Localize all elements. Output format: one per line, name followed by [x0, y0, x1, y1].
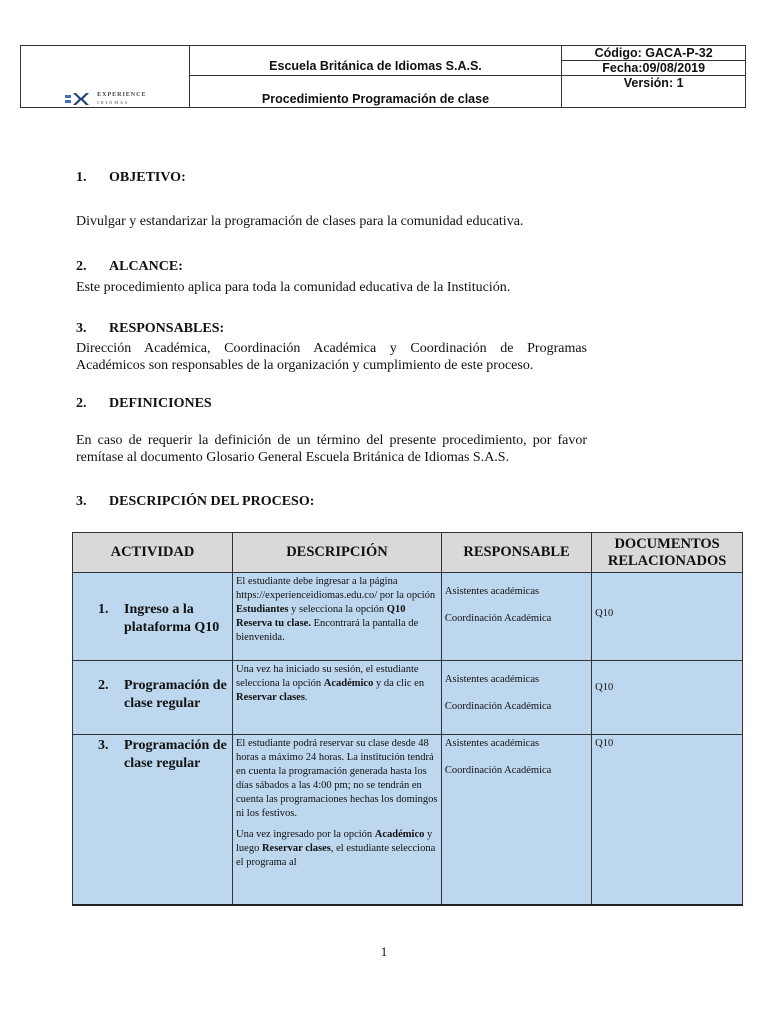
section-text-definiciones: En caso de requerir la definición de un término del presente procedimiento, por favor remítase al documento Glosario General Escuela Británica de Idiomas S.A.S.	[76, 433, 587, 465]
activity-title: Programación de clase regular	[124, 738, 227, 771]
related-document: Q10	[595, 738, 614, 749]
section-heading-objetivo: 1. OBJETIVO:	[76, 170, 186, 185]
section-text-alcance: Este procedimiento aplica para toda la comunidad educativa de la Institución.	[76, 280, 511, 295]
description-text: .	[304, 692, 308, 703]
description-text: y selecciona la opción	[288, 604, 387, 615]
activity-cell	[73, 573, 233, 661]
section-heading-alcance: 2. ALCANCE:	[76, 259, 183, 274]
responsible-cell	[441, 661, 591, 735]
documents-cell	[592, 661, 743, 735]
responsible-name: Coordinación Académica	[444, 765, 552, 776]
activity-title: Ingreso a la plataforma Q10	[124, 602, 220, 635]
institution-logo	[21, 91, 189, 107]
document-version: Versión: 1	[562, 76, 746, 108]
institution-name: Escuela Británica de Idiomas S.A.S.	[189, 46, 562, 76]
description-text: Académico	[374, 829, 425, 840]
section-heading-responsables: 3. RESPONSABLES:	[76, 321, 225, 336]
description-text: Reservar clases	[261, 843, 331, 854]
related-document: Q10	[595, 608, 614, 619]
description-text: Una vez ingresado por la opción	[236, 829, 375, 840]
logo-subtitle: IDIOMAS	[97, 100, 130, 105]
responsible-name: Asistentes académicas	[444, 674, 540, 685]
procedure-name: Procedimiento Programación de clase	[189, 76, 562, 108]
activity-number: 2.	[98, 678, 109, 693]
logo-name: EXPERIENCE	[97, 92, 147, 98]
document-header	[20, 45, 746, 108]
table-row	[73, 573, 743, 661]
logo-cell	[21, 46, 190, 108]
process-table	[72, 532, 743, 906]
section-text-objetivo: Divulgar y estandarizar la programación de clases para la comunidad educativa.	[76, 214, 524, 229]
description-paragraph	[236, 663, 438, 705]
table-row	[73, 735, 743, 905]
section-heading-descripcion: 3. DESCRIPCIÓN DEL PROCESO:	[76, 494, 315, 509]
description-text: Encontrará la pantalla de bienvenida.	[236, 618, 419, 643]
description-text: y luego	[236, 829, 433, 854]
responsible-name: Asistentes académicas	[444, 738, 540, 749]
activity-cell	[73, 661, 233, 735]
header-responsable: RESPONSABLE	[441, 533, 591, 573]
documents-cell	[592, 735, 743, 905]
description-text: Estudiantes	[236, 604, 289, 615]
related-document: Q10	[595, 682, 614, 693]
description-paragraph	[236, 575, 438, 645]
section-text-responsables: Dirección Académica, Coordinación Académica y Coordinación de Programas Académicos son responsables de la organización y cumplimiento de este proceso.	[76, 341, 587, 373]
description-cell	[233, 573, 442, 661]
description-text: El estudiante podrá reservar su clase desde 48 horas a máximo 24 horas. La institución tendrá en cuenta la programación generada hasta los días sábados a las 4:00 pm; no se tendrán en cuenta las programaciones hechas los domingos ni los festivos.	[236, 738, 438, 819]
header-documentos: DOCUMENTOS RELACIONADOS	[592, 533, 743, 573]
documents-cell	[592, 573, 743, 661]
experience-logo-icon	[63, 91, 93, 107]
page-number: 1	[380, 944, 388, 959]
section-heading-definiciones: 2. DEFINICIONES	[76, 396, 212, 411]
activity-title: Programación de clase regular	[124, 678, 227, 711]
activity-number: 3.	[98, 738, 109, 753]
responsible-name: Coordinación Académica	[444, 701, 552, 712]
table-row	[73, 661, 743, 735]
responsible-cell	[441, 573, 591, 661]
description-cell	[233, 735, 442, 905]
process-table-header	[73, 533, 743, 573]
description-cell	[233, 661, 442, 735]
activity-number: 1.	[98, 602, 109, 617]
description-paragraph	[236, 828, 438, 870]
responsible-cell	[441, 735, 591, 905]
description-text: , el estudiante selecciona el programa al	[236, 843, 436, 868]
description-paragraph	[236, 737, 438, 821]
header-descripcion: DESCRIPCIÓN	[233, 533, 442, 573]
description-text: y da clic en	[373, 678, 425, 689]
responsible-name: Coordinación Académica	[444, 613, 552, 624]
document-date: Fecha:09/08/2019	[562, 61, 746, 76]
header-actividad: ACTIVIDAD	[73, 533, 233, 573]
description-text: Q10 Reserva tu clase.	[236, 604, 406, 629]
description-text: El estudiante debe ingresar a la página https://experienceidiomas.edu.co/ por la opción	[236, 576, 436, 601]
description-text: Una vez ha iniciado su sesión, el estudiante selecciona la opción	[236, 664, 419, 689]
activity-cell	[73, 735, 233, 905]
description-text: Académico	[323, 678, 374, 689]
responsible-name: Asistentes académicas	[444, 586, 540, 597]
description-text: Reservar clases	[236, 692, 305, 703]
document-code: Código: GACA-P-32	[562, 46, 746, 61]
